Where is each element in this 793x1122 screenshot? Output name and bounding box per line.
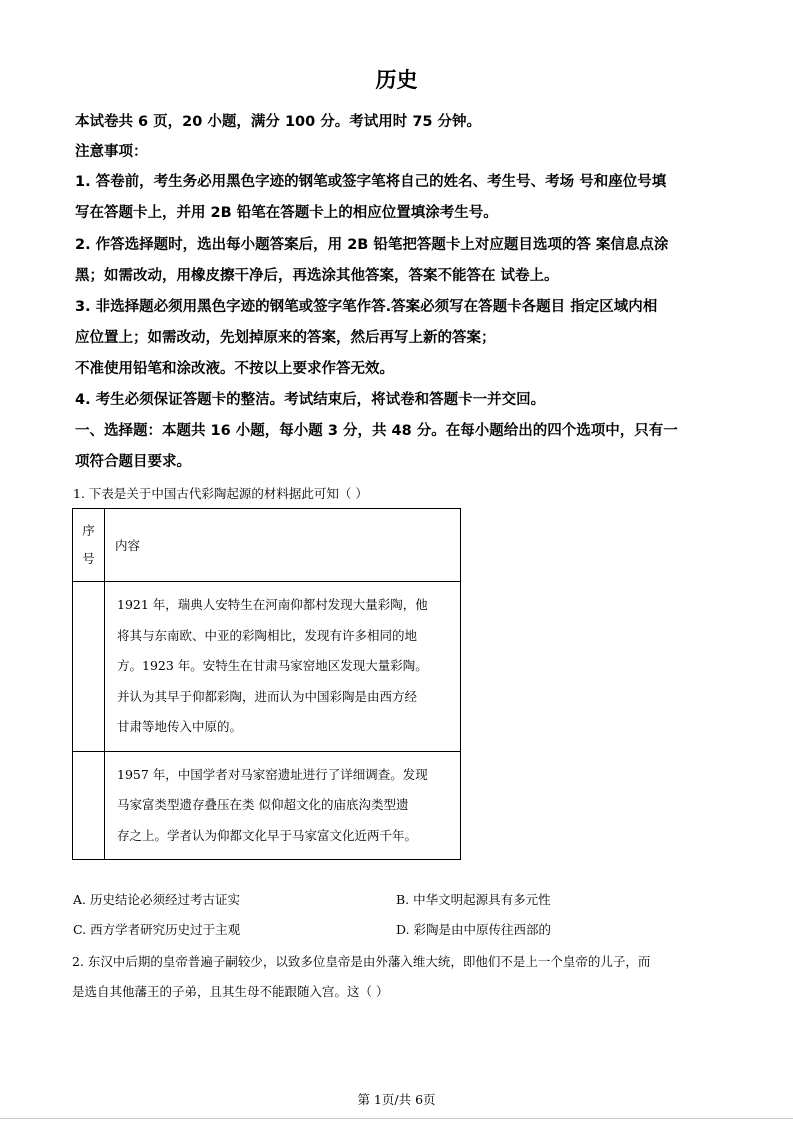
section-heading-line-2: 项符合题目要求。	[75, 454, 191, 470]
row-1-line: 甘肃等地传入中原的。	[117, 719, 243, 734]
page-title: 历史	[375, 68, 418, 92]
note-2-line-1: 2. 作答选择题时，选出每小题答案后，用 2B 铅笔把答题卡上对应题目选项的答 案信息点涂	[75, 237, 669, 253]
note-2-line-2: 黑；如需改动，用橡皮擦干净后，再选涂其他答案，答案不能答在 试卷上。	[75, 268, 559, 284]
option-c[interactable]: C. 西方学者研究历史过于主观	[73, 922, 241, 937]
table-header-number	[73, 509, 105, 582]
question-1-stem: 1. 下表是关于中国古代彩陶起源的材料据此可知（ ）	[73, 486, 368, 501]
note-3-line-1: 3. 非选择题必须用黑色字迹的钢笔或签字笔作答.答案必须写在答题卡各题目 指定区域内相	[75, 299, 658, 315]
note-1-line-2: 写在答题卡上，并用 2B 铅笔在答题卡上的相应位置填涂考生号。	[75, 205, 498, 221]
row-2-line: 马家富类型遗存叠压在类 似仰超文化的庙底沟类型遗	[117, 797, 409, 812]
table-row-number	[73, 582, 105, 752]
header-number-char-2: 号	[82, 551, 95, 566]
table-row-content	[105, 751, 461, 860]
notes-title: 注意事项：	[75, 144, 148, 160]
row-2-line: 1957 年，中国学者对马家窑遗址进行了详细调查。发现	[117, 766, 428, 782]
table-row-number	[73, 751, 105, 860]
question-2-line-2: 是选自其他藩王的子弟，且其生母不能跟随入宫。这（ ）	[72, 984, 389, 999]
source-table	[72, 508, 461, 860]
option-b[interactable]: B. 中华文明起源具有多元性	[396, 892, 551, 907]
row-1-line: 方。1923 年。安特生在甘肃马家窑地区发现大量彩陶。	[117, 658, 428, 673]
table-header-row	[73, 509, 461, 582]
question-2-line-1: 2. 东汉中后期的皇帝普遍子嗣较少，以致多位皇帝是由外藩入维大统，即他们不是上一个皇帝的儿子，而	[72, 954, 651, 969]
note-3-line-2: 应位置上；如需改动，先划掉原来的答案，然后再写上新的答案；	[75, 330, 496, 346]
header-number-char-1: 序	[82, 523, 95, 538]
footer-divider	[0, 1118, 793, 1119]
exam-intro: 本试卷共 6 页，20 小题，满分 100 分。考试用时 75 分钟。	[75, 114, 482, 130]
page-footer: 第 1页/共 6页	[357, 1092, 436, 1107]
row-1-line: 并认为其早于仰都彩陶，进而认为中国彩陶是由西方经	[117, 688, 418, 704]
table-row	[73, 751, 461, 860]
note-4: 4. 考生必须保证答题卡的整洁。考试结束后，将试卷和答题卡一并交回。	[75, 392, 546, 408]
question-2-stem	[72, 947, 732, 1007]
table-header-content: 内容	[105, 509, 461, 582]
table-row	[73, 582, 461, 752]
row-2-line: 存之上。学者认为仰都文化早于马家富文化近两千年。	[117, 827, 418, 843]
row-1-line: 1921 年，瑞典人安特生在河南仰都村发现大量彩陶，他	[117, 597, 428, 612]
option-a[interactable]: A. 历史结论必须经过考古证实	[73, 892, 240, 907]
note-3-line-3: 不准使用铅笔和涂改液。不按以上要求作答无效。	[75, 361, 394, 377]
option-d[interactable]: D. 彩陶是由中原传往西部的	[396, 922, 552, 937]
row-1-line: 将其与东南欧、中亚的彩陶相比，发现有许多相同的地	[117, 627, 418, 643]
section-heading-line-1: 一、选择题：本题共 16 小题，每小题 3 分，共 48 分。在每小题给出的四个选项中，只有一	[75, 423, 678, 439]
table-row-content	[105, 582, 461, 752]
note-1-line-1: 1. 答卷前，考生务必用黑色字迹的钢笔或签字笔将自己的姓名、考生号、考场 号和座位号填	[75, 174, 667, 190]
